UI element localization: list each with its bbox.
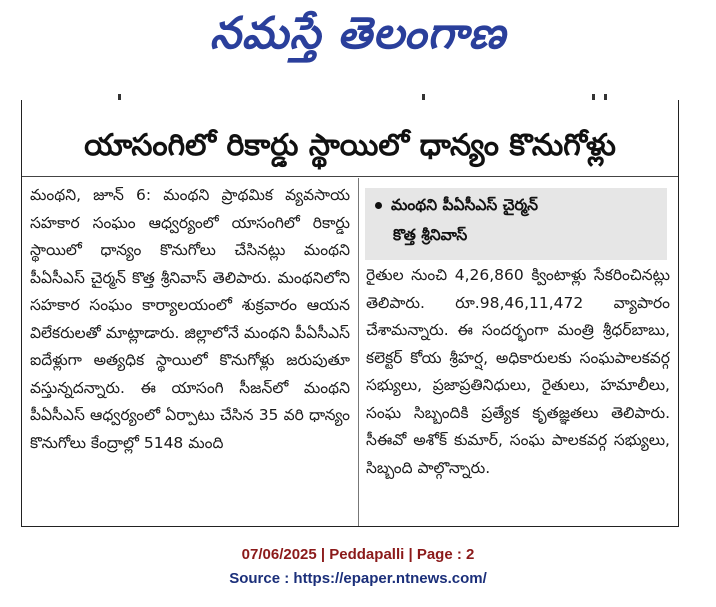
- page-edge-marks: [22, 94, 678, 100]
- newspaper-logo: నమస్తే తెలంగాణ: [209, 8, 507, 59]
- caption-text-1: మంథని పీఏసీఎస్ చైర్మన్: [391, 196, 538, 214]
- article-clipping: [21, 100, 679, 527]
- caption-line-1: [375, 196, 538, 218]
- masthead: [0, 0, 716, 82]
- article-right-column: [366, 262, 670, 482]
- column-divider: [358, 178, 359, 526]
- article-left-column: [30, 182, 350, 457]
- caption-line-2: కొత్త శ్రీనివాస్: [393, 226, 468, 244]
- footer-date-edition: 07/06/2025 | Peddapalli | Page : 2: [241, 546, 475, 563]
- article-paragraph: రైతుల నుంచి 4,26,860 క్వింటాళ్లు సేకరించినట్లు తెలిపారు. రూ.98,46,11,472 వ్యాపారం చేశామన్నారు. ఈ సందర్భంగా మంత్రి శ్రీధర్‌బాబు, కలెక్టర్ కోయ శ్రీహర్ష, అధికారులకు సంఘపాలకవర్గ సభ్యులు, ప్రజాప్రతినిధులు, రైతులు, హమాలీలు, సంఘ సిబ్బందికి ప్రత్యేక కృతజ్ఞతలు తెలిపారు. సీఈవో అశోక్ కుమార్, సంఘ పాలకవర్గ సభ్యులు, సిబ్బంది పాల్గొన్నారు.: [366, 266, 670, 477]
- bullet-icon: [375, 202, 382, 209]
- article-headline: యాసంగిలో రికార్డు స్థాయిలో ధాన్యం కొనుగోళ్లు: [84, 128, 616, 163]
- article-paragraph: మంథని, జూన్ 6: మంథని ప్రాథమిక వ్యవసాయ సహకార సంఘం ఆధ్వర్యంలో యాసంగిలో రికార్డు స్థాయిలో ధాన్యం కొనుగోలు చేసినట్లు మంథని పీఏసీఎస్ చైర్మన్ కొత్త శ్రీనివాస్ తెలిపారు. మంథనిలోని సహకార సంఘం కార్యాలయంలో శుక్రవారం ఆయన విలేకరులతో మాట్లాడారు. జిల్లాలోనే మంథని పీఏసీఎస్ ఐదేళ్లుగా అత్యధిక స్థాయిలో కొనుగోళ్లు జరుపుతూ వస్తున్నదన్నారు. ఈ యాసంగి సీజన్‌లో మంథని పీఏసీఎస్ ఆధ్వర్యంలో ఏర్పాటు చేసిన 35 వరి ధాన్యం కొనుగోలు కేంద్రాల్లో 5148 మంది: [30, 186, 350, 452]
- photo-caption-box: [365, 188, 667, 260]
- footer-source: Source : https://epaper.ntnews.com/: [229, 570, 487, 587]
- headline-rule: [22, 176, 678, 177]
